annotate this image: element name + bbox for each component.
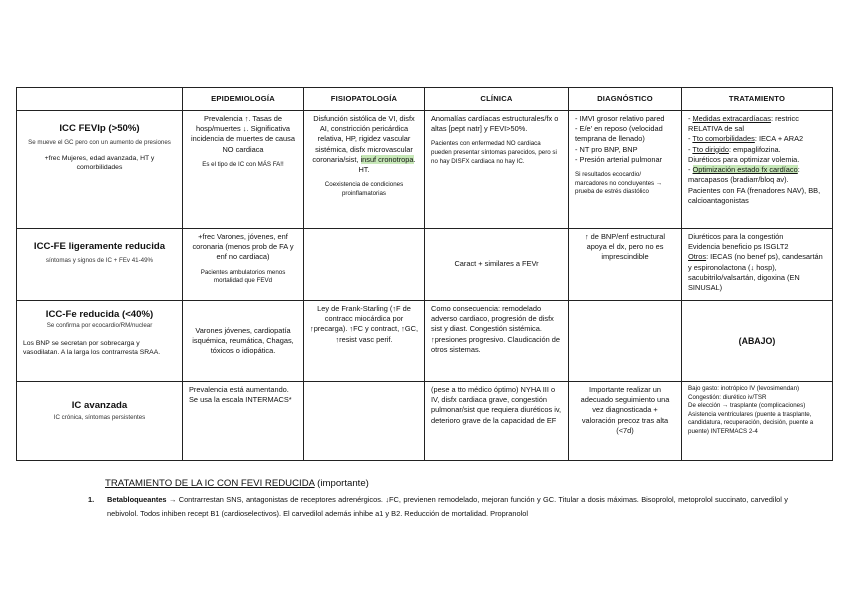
cell-text: Anomalías cardíacas estructurales/fx o altas [pept natr] y FEVI>50%. [431, 114, 559, 134]
cell-text: Ley de Frank-Starling (↑F de contracc miocárdica por ↑precarga). ↑FC y contract, ↑GC, ↑resist vasc perif. [310, 304, 419, 344]
list-item-label: Betabloqueantes [107, 495, 167, 504]
cell-tratamiento [682, 111, 833, 229]
row-title: ICC-Fe reducida (<40%) [45, 309, 154, 320]
cell-diagnostico [569, 382, 682, 461]
row-title: ICC-FE ligeramente reducida [33, 241, 166, 252]
section-title [105, 478, 369, 489]
cell-extra: Es el tipo de IC con MÁS FA!! [202, 160, 284, 168]
cell-tratamiento [682, 382, 833, 461]
cell-text-part: . HT. [358, 154, 416, 175]
cell-fisiopatologia-empty [304, 382, 425, 461]
list-item: - NT pro BNP, BNP [575, 144, 638, 154]
treatment-line: Asistencia ventriculares (puente a trasplante, candidatura, recuperación, decisión, puente a puente) INTERMACS 2-4 [688, 410, 814, 435]
cell-epidemiologia [183, 301, 304, 382]
header-fisiopatologia: FISIOPATOLOGÍA [304, 88, 425, 111]
underlined-label: Tto dirigido [692, 144, 729, 154]
header-tratamiento: TRATAMIENTO [682, 88, 833, 111]
row-heading-fevip [17, 111, 183, 229]
header-corner [17, 88, 183, 111]
treatment-line: - Tto dirigido: empaglifozina. [688, 144, 781, 154]
treatment-line: - Medidas extracardíacas: restricc RELATIVA de sal [688, 114, 799, 134]
see-below-label: (ABAJO) [738, 335, 776, 346]
cell-extra: Si resultados ecocardio/ marcadores no concluyentes → prueba de estrés diastólico [575, 171, 663, 196]
treatment-line: Diuréticos para la congestión [688, 232, 784, 241]
cell-text: Caract + similares a FEVr [454, 259, 539, 269]
cell-fisiopatologia [304, 301, 425, 382]
row-heading-fe-reducida [17, 301, 183, 382]
line-text: : marcapasos (bradiarr/bloq av). [688, 165, 800, 185]
cell-clinica [425, 382, 569, 461]
row-title: ICC FEVIp (>50%) [59, 123, 140, 134]
section-title-underlined: TRATAMIENTO DE LA IC CON FEVI REDUCIDA [105, 478, 315, 489]
table-row-fe-reducida [17, 301, 833, 382]
list-item: - IMVI grosor relativo pared [575, 114, 665, 123]
row-heading-fe-ligeramente-reducida [17, 229, 183, 301]
treatment-line: Bajo gasto: inotrópico IV (levosimendan) [688, 385, 800, 392]
cell-text: Varones jóvenes, cardiopatía isquémica, reumática, Chagas, tóxicos o idiopática. [192, 325, 294, 356]
numbered-list-item [88, 493, 788, 522]
treatment-line: De elección → trasplante (complicaciones) [688, 402, 806, 410]
cell-extra: Pacientes ambulatorios menos mortalidad que FEVd [200, 268, 286, 285]
cell-clinica [425, 301, 569, 382]
cell-diagnostico-empty [569, 301, 682, 382]
treatment-line: Diuréticos para optimizar volemia. [688, 154, 800, 164]
cell-clinica [425, 229, 569, 301]
row-subtitle: IC crónica, síntomas persistentes [53, 414, 146, 422]
cell-extra: Coexistencia de condiciones proinflamatorias [324, 181, 404, 197]
list-item-text [107, 493, 788, 522]
treatment-line: - Optimización estado fx cardíaco: marcapasos (bradiarr/bloq av). [688, 165, 800, 185]
row-subtitle: Se confirma por ecocardio/RM/nuclear [46, 322, 153, 330]
list-item-body: → Contrarrestan SNS, antagonistas de receptores adrenérgicos. ↓FC, previenen remodelado, mejoran función y GC. Titular a dosis máximas. Bisoprolol, metoprolol succinato, carvedilol y nebivolol. Todos inhiben recept B1 (cardioselectivos). El carvedilol además inhibe a1 y B2. Reducción de mortalidad. Propranolol [107, 495, 788, 519]
header-clinica: CLÍNICA [425, 88, 569, 111]
treatment-line: Pacientes con FA (frenadores NAV), BB, calcioantagonistas [688, 185, 821, 205]
row-note: +frec Mujeres, edad avanzada, HT y comorbilidades [44, 154, 155, 172]
underlined-label: Tto comorbilidades [692, 134, 755, 144]
list-item: - E/e' en reposo (velocidad temprana de llenado) [575, 124, 663, 144]
treatment-line: - Tto comorbilidades: IECA + ARA2 [688, 134, 804, 144]
header-epidemiologia: EPIDEMIOLOGÍA [183, 88, 304, 111]
cell-text [310, 114, 418, 175]
highlighted-text: insuf cronotropa [360, 154, 414, 164]
cell-diagnostico [569, 111, 682, 229]
cell-tratamiento [682, 229, 833, 301]
cell-fisiopatologia-empty [304, 229, 425, 301]
header-diagnostico: DIAGNÓSTICO [569, 88, 682, 111]
cell-text: ↑ de BNP/enf estructural apoya el dx, pero no es imprescindible [584, 232, 666, 262]
cell-fisiopatologia [304, 111, 425, 229]
treatment-line: Evidencia beneficio ps ISGLT2 [688, 242, 789, 252]
treatment-line [688, 252, 826, 293]
table-header-row [17, 88, 833, 111]
cell-text: Prevalencia ↑. Tasas de hosp/muertes ↓. Significativa incidencia de muertes de causa NO cardiaca [191, 114, 295, 154]
cell-text: Importante realizar un adecuado seguimiento una vez diagnosticada + valoración precoz tras alta (<7d) [580, 385, 670, 435]
line-text: : IECAS (no benef ps), candesartán y espironolactona (↓ hosp), sacubitrilo/valsartán, digoxina (EN SINUSAL) [688, 252, 823, 293]
cell-diagnostico [569, 229, 682, 301]
cell-tratamiento [682, 301, 833, 382]
cell-text: Prevalencia está aumentando. Se usa la escala INTERMACS* [189, 385, 292, 405]
underlined-label: Otros [688, 252, 707, 262]
line-text: : restricc RELATIVA de sal [688, 114, 799, 134]
list-item: - Presión arterial pulmonar [575, 154, 663, 164]
cell-extra: Pacientes con enfermedad NO cardiaca pueden presentar síntomas parecidos, pero si no hay DISFX cardiaca no hay IC. [431, 140, 557, 165]
cell-epidemiologia [183, 382, 304, 461]
row-heading-ic-avanzada [17, 382, 183, 461]
cell-text-part: Disfunción sistólica de VI, disfx AI, constricción pericárdica relativa, HP, rigidez vascular sistémica, disfx microvascular coronaria/sist, [312, 114, 415, 164]
table-row-fevip [17, 111, 833, 229]
table-row-ic-avanzada [17, 382, 833, 461]
row-note: Los BNP se secretan por sobrecarga y vasodilatan. A la larga los contrarresta SRAA. [23, 339, 161, 357]
cell-clinica [425, 111, 569, 229]
cell-epidemiologia [183, 229, 304, 301]
cell-text: +frec Varones, jóvenes, enf coronaria (menos prob de FA y enf no cardiaca) [192, 232, 294, 262]
cell-text: (pese a tto médico óptimo) NYHA III o IV, disfx cardiaca grave, congestión pulmonar/sist que requiera diuréticos iv, deterioro grave de la capacidad de EF [431, 385, 562, 425]
row-subtitle: síntomas y signos de IC + FEv 41-49% [45, 257, 154, 265]
table-row-fe-ligeramente-reducida [17, 229, 833, 301]
line-text: : IECA + ARA2 [754, 134, 804, 144]
list-number: 1. [88, 495, 95, 504]
underlined-label: Medidas extracardíacas [692, 114, 771, 123]
cell-text: Como consecuencia: remodelado adverso cardiaco, progresión de disfx sist y diast. Congestión sistémica. ↑presiones progresivo. Claudicación de otros sistemas. [431, 304, 560, 354]
highlighted-label: Optimización estado fx cardíaco [692, 165, 798, 175]
treatment-line: Congestión: diurético iv/TSR [688, 393, 767, 401]
section-title-suffix: (importante) [314, 478, 369, 489]
row-title: IC avanzada [71, 400, 128, 411]
ic-comparison-table [16, 87, 833, 461]
row-subtitle: Se mueve el GC pero con un aumento de presiones [28, 139, 171, 147]
line-text: : empaglifozina. [728, 144, 781, 154]
cell-epidemiologia [183, 111, 304, 229]
